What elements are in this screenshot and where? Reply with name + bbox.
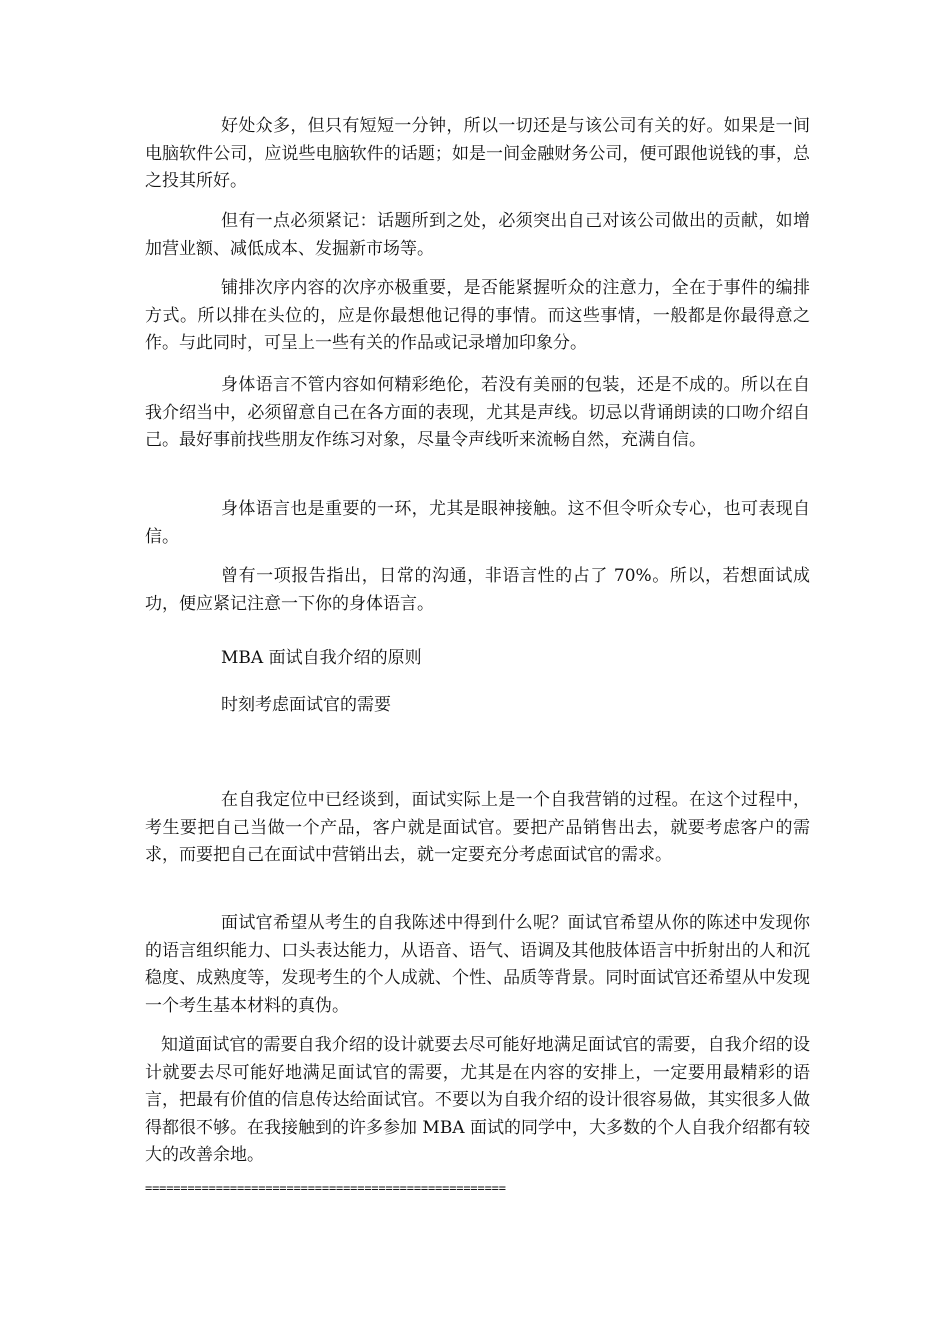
paragraph-eye-contact: 身体语言也是重要的一环，尤其是眼神接触。这不但令听众专心，也可表现自信。	[145, 499, 810, 547]
paragraph-company-topics: 好处众多，但只有短短一分钟，所以一切还是与该公司有关的好。如果是一间电脑软件公司，应说些电脑软件的话题；如是一间金融财务公司，便可跟他说钱的事，总之投其所好。	[145, 116, 810, 191]
paragraph-voice: 身体语言不管内容如何精彩绝伦，若没有美丽的包装，还是不成的。所以在自我介绍当中，必须留意自己在各方面的表现，尤其是声线。切忌以背诵朗读的口吻介绍自己。最好事前找些朋友作练习对象，尽量令声线听来流畅自然，充满自信。	[145, 375, 810, 450]
paragraph-contribution: 但有一点必须紧记：话题所到之处，必须突出自己对该公司做出的贡献，如增加营业额、减低成本、发掘新市场等。	[145, 211, 810, 259]
paragraph-interviewer-expectations: 面试官希望从考生的自我陈述中得到什么呢？面试官希望从你的陈述中发现你的语言组织能力、口头表达能力，从语音、语气、语调及其他肢体语言中折射出的人和沉稳度、成熟度等，发现考生的个人成就、个性、品质等背景。同时面试官还希望从中发现一个考生基本材料的真伪。	[145, 913, 810, 1016]
paragraph-nonverbal: 曾有一项报告指出，日常的沟通，非语言性的占了 70%。所以，若想面试成功，便应紧记注意一下你的身体语言。	[145, 566, 810, 614]
paragraph-self-marketing: 在自我定位中已经谈到，面试实际上是一个自我营销的过程。在这个过程中，考生要把自己当做一个产品，客户就是面试官。要把产品销售出去，就要考虑客户的需求，而要把自己在面试中营销出去，就一定要充分考虑面试官的需求。	[145, 790, 810, 865]
paragraph-design-intro: 知道面试官的需要自我介绍的设计就要去尽可能好地满足面试官的需要，自我介绍的设计就要去尽可能好地满足面试官的需要，尤其是在内容的安排上，一定要用最精彩的语言，把最有价值的信息传达给面试官。不要以为自我介绍的设计很容易做，其实很多人做得都很不够。在我接触到的许多参加 MBA 面试的同学中，大多数的个人自我介绍都有较大的改善余地。	[145, 1035, 810, 1165]
divider-line: ===================================================	[145, 1181, 506, 1195]
paragraph-ordering: 铺排次序内容的次序亦极重要，是否能紧握听众的注意力，全在于事件的编排方式。所以排在头位的，应是你最想他记得的事情。而这些事情，一般都是你最得意之作。与此同时，可呈上一些有关的作品或记录增加印象分。	[145, 278, 810, 353]
section-subheading-interviewer-needs: 时刻考虑面试官的需要	[221, 695, 391, 715]
section-heading-principles: MBA 面试自我介绍的原则	[221, 648, 422, 668]
